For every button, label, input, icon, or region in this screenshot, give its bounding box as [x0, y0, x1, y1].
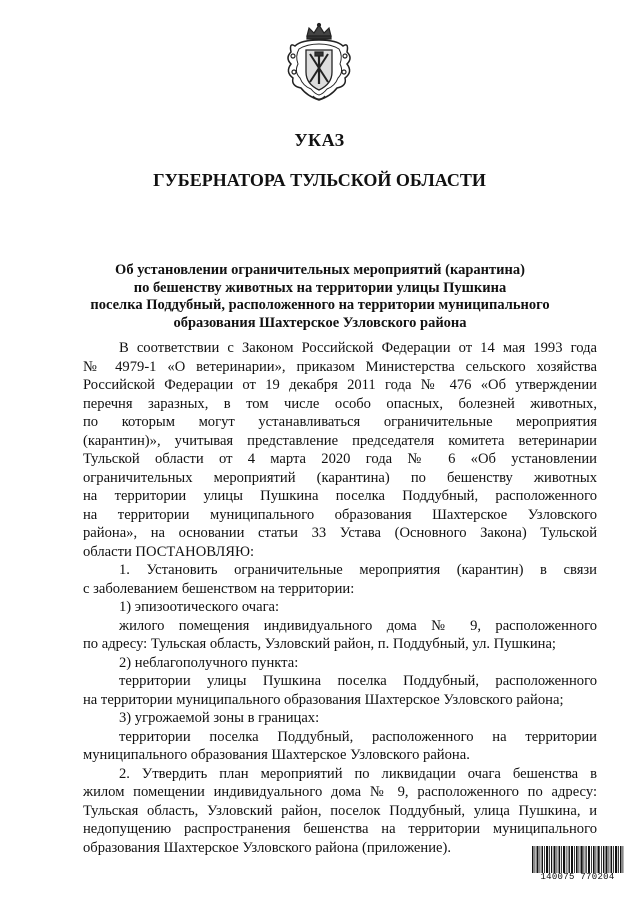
body-line: Тульской области от 4 марта 2020 года № 6 «Об установлении — [83, 451, 597, 467]
subject-line: Об установлении ограничительных мероприятий (карантина) — [115, 262, 525, 278]
body-line: с заболеванием бешенством на территории: — [83, 580, 355, 597]
document-issuer: ГУБЕРНАТОРА ТУЛЬСКОЙ ОБЛАСТИ — [153, 170, 486, 190]
body-line: перечня заразных, в том числе особо опасных, болезней животных, — [83, 395, 597, 412]
body-line: территории поселка Поддубный, расположенного на территории — [119, 728, 597, 745]
body-line: образования Шахтерское Узловского района (приложение). — [83, 839, 452, 856]
coat-of-arms-icon — [279, 22, 359, 104]
body-line: 3) угрожаемой зоны в границах: — [119, 710, 320, 726]
document-title: УКАЗ — [294, 130, 345, 150]
body-line: территории улицы Пушкина поселка Поддубный, расположенного — [119, 673, 597, 689]
subject-line: поселка Поддубный, расположенного на территории муниципального — [90, 297, 550, 313]
document-body — [83, 339, 597, 857]
subject-line: образования Шахтерское Узловского района — [173, 314, 467, 331]
body-line: Российской Федерации от 19 декабря 2011 года № 476 «Об утверждении — [83, 377, 597, 393]
body-line: жилом помещении индивидуального дома № 9, расположенного по адресу: — [83, 784, 597, 800]
body-line: на территории муниципального образования Шахтерское Узловского района; — [83, 691, 564, 708]
body-line: недопущению распространения бешенства на территории муниципального — [83, 821, 597, 837]
body-line: ограничительных мероприятий (карантина) по бешенству животных — [83, 469, 597, 486]
body-line: 1) эпизоотического очага: — [119, 599, 280, 615]
subject-line: по бешенству животных на территории улицы Пушкина — [133, 279, 507, 296]
body-line: 2) неблагополучного пункта: — [119, 654, 299, 671]
body-line: № 4979-1 «О ветеринарии», приказом Министерства сельского хозяйства — [83, 358, 597, 375]
document-subject — [90, 262, 550, 332]
body-line: на территории улицы Пушкина поселка Поддубный, расположенного — [83, 488, 597, 504]
body-line: по которым могут устанавливаться ограничительные мероприятия — [83, 414, 597, 430]
body-line: района», на основании статьи 33 Устава (Основного Закона) Тульской — [83, 525, 597, 541]
body-line: муниципального образования Шахтерское Узловского района. — [83, 747, 470, 763]
document-barcode — [531, 846, 624, 882]
body-line: области ПОСТАНОВЛЯЮ: — [83, 543, 255, 560]
barcode-icon — [531, 846, 624, 873]
barcode-number: 140075 770204 — [540, 872, 615, 882]
body-line: В соответствии с Законом Российской Федерации от 14 мая 1993 года — [119, 340, 597, 356]
body-line: 1. Установить ограничительные мероприятия (карантин) в связи — [119, 562, 597, 578]
body-line: на территории муниципального образования Шахтерское Узловского — [83, 506, 597, 523]
body-line: по адресу: Тульская область, Узловский район, п. Поддубный, ул. Пушкина; — [83, 636, 556, 652]
body-line: (карантин)», учитывая представление председателя комитета ветеринарии — [83, 432, 597, 449]
body-line: 2. Утвердить план мероприятий по ликвидации очага бешенства в — [119, 765, 597, 782]
body-line: жилого помещения индивидуального дома № 9, расположенного — [119, 617, 597, 634]
body-line: Тульская область, Узловский район, поселок Поддубный, улица Пушкина, и — [83, 802, 597, 819]
